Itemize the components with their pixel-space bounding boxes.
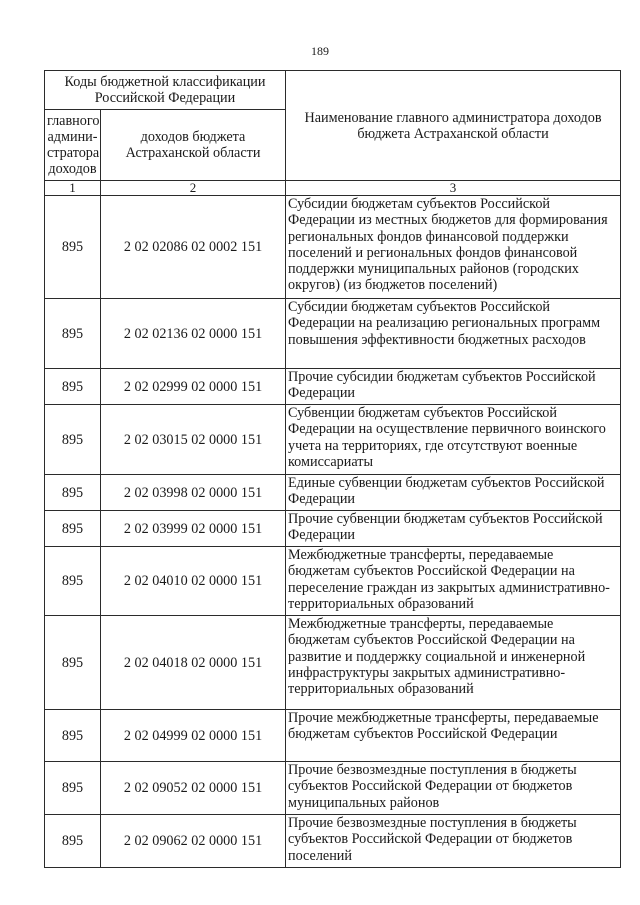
header-col-number-2: 2 — [101, 181, 286, 196]
header-col-number-3: 3 — [286, 181, 621, 196]
table-row — [45, 547, 621, 616]
table-row — [45, 762, 621, 815]
table-row — [45, 475, 621, 511]
table-row — [45, 616, 621, 710]
header-revenue-code: доходов бюджета Астраханской области — [101, 110, 286, 181]
admin-code-cell: 895 — [45, 196, 101, 299]
revenue-name-cell: Субсидии бюджетам субъектов Российской Федерации из местных бюджетов для формирования региональных фондов финансовой поддержки поселений и региональных фондов финансовой поддержки муниципальных районов (городских округов) (из бюджетов поселений) — [286, 196, 621, 299]
table-row — [45, 196, 621, 299]
revenue-name-cell: Межбюджетные трансферты, передаваемые бюджетам субъектов Российской Федерации на переселение граждан из закрытых административно-территориальных образований — [286, 547, 621, 616]
table-row — [45, 511, 621, 547]
admin-code-cell: 895 — [45, 815, 101, 868]
admin-code-cell: 895 — [45, 405, 101, 475]
header-col-number-1: 1 — [45, 181, 101, 196]
revenue-code-cell: 2 02 04010 02 0000 151 — [101, 547, 286, 616]
revenue-code-cell: 2 02 02136 02 0000 151 — [101, 299, 286, 369]
revenue-code-cell: 2 02 04018 02 0000 151 — [101, 616, 286, 710]
revenue-code-cell: 2 02 03015 02 0000 151 — [101, 405, 286, 475]
revenue-code-cell: 2 02 09062 02 0000 151 — [101, 815, 286, 868]
table-row — [45, 405, 621, 475]
admin-code-cell: 895 — [45, 511, 101, 547]
revenue-code-cell: 2 02 02086 02 0002 151 — [101, 196, 286, 299]
header-admin-code: главного админи-стратора доходов — [45, 110, 101, 181]
admin-code-cell: 895 — [45, 710, 101, 762]
revenue-code-cell: 2 02 09052 02 0000 151 — [101, 762, 286, 815]
revenue-code-cell: 2 02 03999 02 0000 151 — [101, 511, 286, 547]
revenue-name-cell: Прочие межбюджетные трансферты, передаваемые бюджетам субъектов Российской Федерации — [286, 710, 621, 762]
header-codes-group: Коды бюджетной классификации Российской Федерации — [45, 71, 286, 110]
header-administrator-name: Наименование главного администратора доходов бюджета Астраханской области — [286, 71, 621, 181]
table-row — [45, 299, 621, 369]
admin-code-cell: 895 — [45, 299, 101, 369]
page-number: 189 — [311, 44, 329, 58]
admin-code-cell: 895 — [45, 475, 101, 511]
admin-code-cell: 895 — [45, 547, 101, 616]
revenue-name-cell: Прочие субсидии бюджетам субъектов Российской Федерации — [286, 369, 621, 405]
revenue-name-cell: Межбюджетные трансферты, передаваемые бюджетам субъектов Российской Федерации на развитие и поддержку социальной и инженерной инфраструктуры закрытых административно-территориальных образований — [286, 616, 621, 710]
table-row — [45, 815, 621, 868]
revenue-name-cell: Единые субвенции бюджетам субъектов Российской Федерации — [286, 475, 621, 511]
revenue-code-cell: 2 02 04999 02 0000 151 — [101, 710, 286, 762]
admin-code-cell: 895 — [45, 762, 101, 815]
table-row — [45, 710, 621, 762]
revenue-name-cell: Прочие субвенции бюджетам субъектов Российской Федерации — [286, 511, 621, 547]
revenue-name-cell: Прочие безвозмездные поступления в бюджеты субъектов Российской Федерации от бюджетов поселений — [286, 815, 621, 868]
admin-code-cell: 895 — [45, 369, 101, 405]
revenue-code-cell: 2 02 03998 02 0000 151 — [101, 475, 286, 511]
admin-code-cell: 895 — [45, 616, 101, 710]
revenue-name-cell: Субвенции бюджетам субъектов Российской Федерации на осуществление первичного воинского учета на территориях, где отсутствуют военные комиссариаты — [286, 405, 621, 475]
budget-codes-table — [44, 70, 621, 868]
table-row — [45, 369, 621, 405]
revenue-code-cell: 2 02 02999 02 0000 151 — [101, 369, 286, 405]
revenue-name-cell: Субсидии бюджетам субъектов Российской Федерации на реализацию региональных программ повышения эффективности бюджетных расходов — [286, 299, 621, 369]
revenue-name-cell: Прочие безвозмездные поступления в бюджеты субъектов Российской Федерации от бюджетов муниципальных районов — [286, 762, 621, 815]
